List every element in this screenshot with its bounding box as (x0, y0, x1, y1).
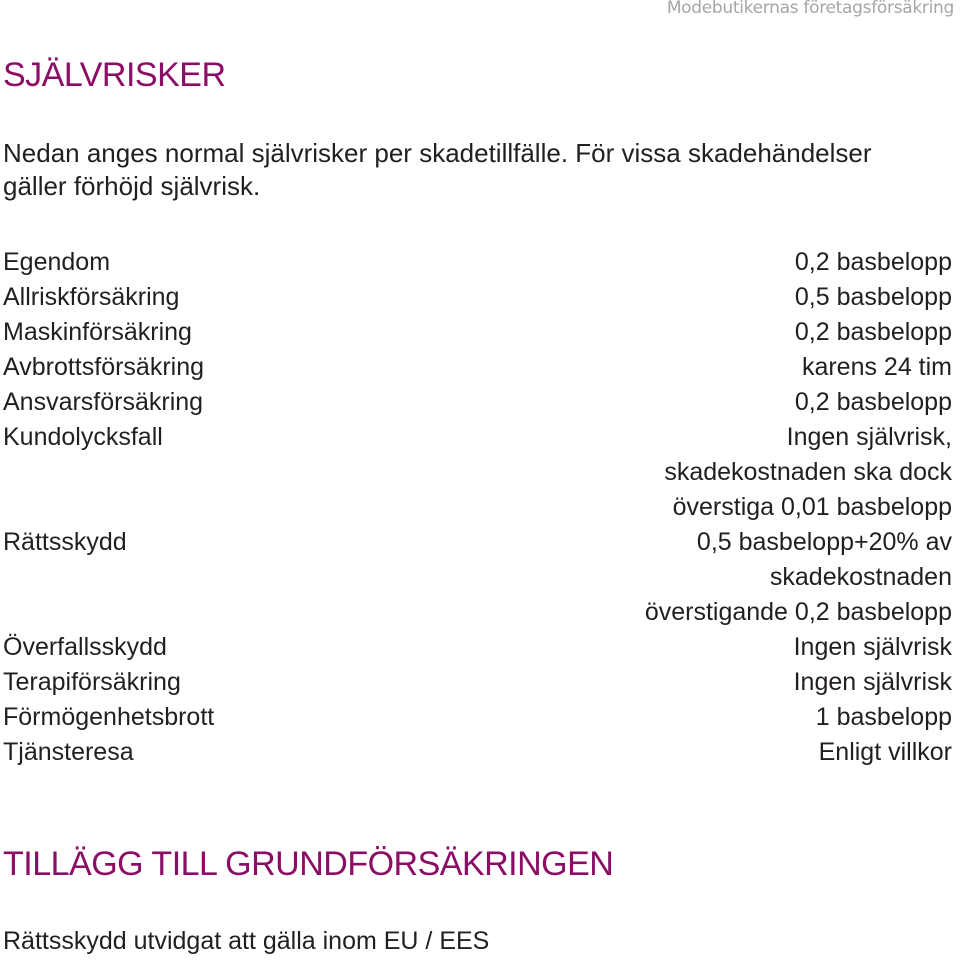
running-header: Modebutikernas företagsförsäkring (666, 0, 954, 18)
row-value: Ingen självrisk (793, 633, 952, 661)
row-name: Överfallsskydd (3, 633, 167, 661)
row-name: Tjänsteresa (3, 738, 134, 766)
row-value: 0,2 basbelopp (794, 318, 952, 346)
row-name: Terapiförsäkring (3, 668, 181, 696)
section-title-tillagg: TILLÄGG TILL GRUNDFÖRSÄKRINGEN (3, 845, 614, 883)
intro-paragraph: Nedan anges normal självrisker per skadetillfälle. För vissa skadehändelser gäller förhöjd självrisk. (3, 138, 872, 201)
row-name: Egendom (3, 248, 111, 276)
row-value: Ingen självrisk, skadekostnaden ska dock överstiga 0,01 basbelopp (664, 423, 952, 521)
addon-item: Rättsskydd utvidgat att gälla inom EU / EES (3, 927, 490, 955)
section-title-sjalvrisker: SJÄLVRISKER (3, 56, 226, 94)
row-value: Ingen självrisk (793, 668, 952, 696)
row-name: Kundolycksfall (3, 423, 163, 451)
row-name: Maskinförsäkring (3, 318, 192, 346)
row-name: Rättsskydd (3, 528, 127, 556)
row-value: 0,5 basbelopp (794, 283, 952, 311)
row-name: Avbrottsförsäkring (3, 353, 205, 381)
row-value: Enligt villkor (818, 738, 952, 766)
row-value: 0,2 basbelopp (794, 388, 952, 416)
row-value: 1 basbelopp (815, 703, 952, 731)
row-name: Ansvarsförsäkring (3, 388, 204, 416)
row-name: Förmögenhetsbrott (3, 703, 215, 731)
row-value: karens 24 tim (801, 353, 952, 381)
row-value: 0,2 basbelopp (794, 248, 952, 276)
row-name: Allriskförsäkring (3, 283, 180, 311)
row-value: 0,5 basbelopp+20% av skadekostnaden överstigande 0,2 basbelopp (644, 528, 952, 626)
